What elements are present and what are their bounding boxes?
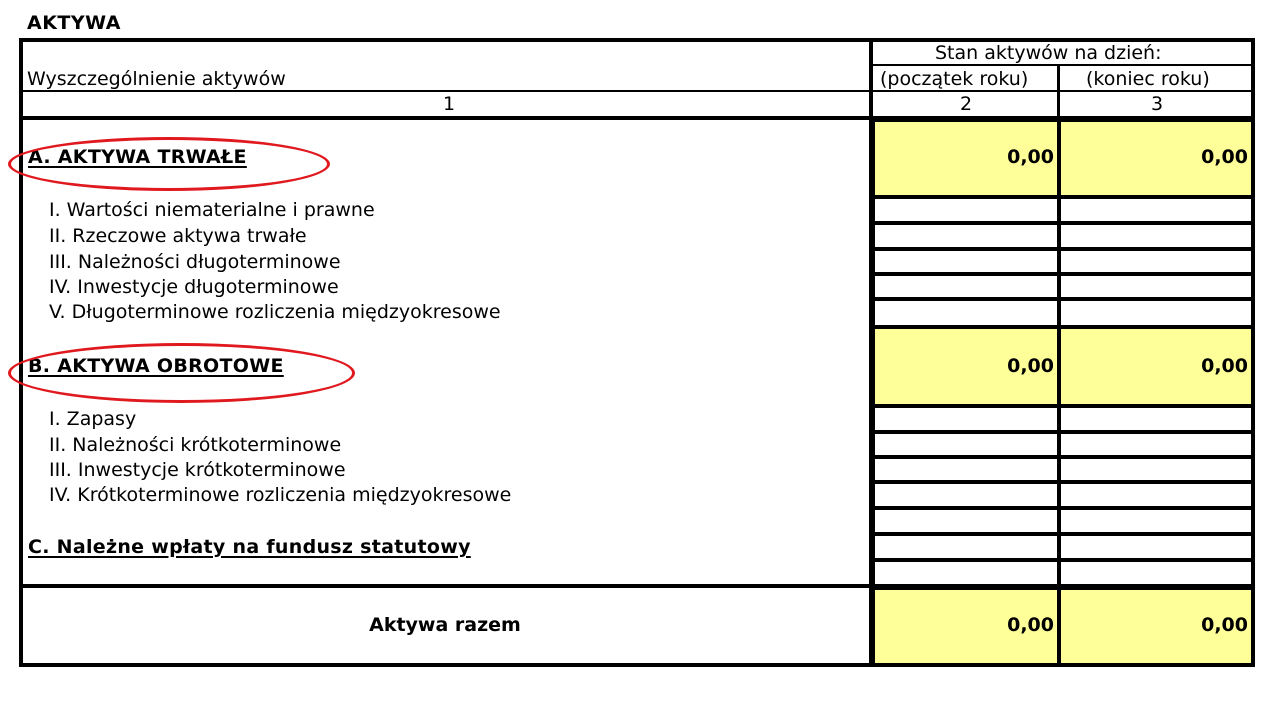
input-cell-a4-end[interactable] [1059,274,1253,299]
header-line-state [871,64,1253,66]
input-cell-a2-start[interactable] [873,223,1059,249]
total-label: Aktywa razem [369,614,521,636]
input-cell-a2-end[interactable] [1059,223,1253,249]
state-date-header: Stan aktywów na dzień: [935,42,1162,64]
section-a-item: V. Długoterminowe rozliczenia międzyokresowe [49,301,501,323]
section-c-start-cell[interactable] [873,534,1059,560]
input-cell-b1-end[interactable] [1059,406,1253,432]
section-b-start-value: 0,00 [1007,355,1054,377]
section-a-item: II. Rzeczowe aktywa trwałe [49,225,307,247]
section-b-item: I. Zapasy [49,408,137,430]
input-cell-b5-start[interactable] [873,508,1059,534]
header-line-labels [21,90,1253,92]
page-title: AKTYWA [27,12,121,34]
section-b-item: III. Inwestycje krótkoterminowe [49,459,346,481]
section-b-item: IV. Krótkoterminowe rozliczenia międzyokresowe [49,484,512,506]
col2-header: (początek roku) [880,68,1029,90]
input-cell-a4-start[interactable] [873,274,1059,299]
input-cell-c2-end[interactable] [1059,560,1253,586]
input-cell-b2-end[interactable] [1059,432,1253,457]
input-cell-b3-end[interactable] [1059,457,1253,482]
input-cell-a5-end[interactable] [1059,299,1253,327]
input-cell-b3-start[interactable] [873,457,1059,482]
section-b-label: B. AKTYWA OBROTOWE [28,355,284,377]
total-start-value: 0,00 [1007,614,1054,636]
section-b-item: II. Należności krótkoterminowe [49,434,342,456]
input-cell-c2-start[interactable] [873,560,1059,586]
input-cell-a5-start[interactable] [873,299,1059,327]
input-cell-b2-start[interactable] [873,432,1059,457]
section-b-end-value: 0,00 [1201,355,1248,377]
input-cell-a1-start[interactable] [873,197,1059,223]
input-cell-b4-start[interactable] [873,482,1059,508]
section-a-item: IV. Inwestycje długoterminowe [49,276,339,298]
input-cell-b5-end[interactable] [1059,508,1253,534]
column-divider-2-header [1057,64,1060,120]
section-a-item: I. Wartości niematerialne i prawne [49,199,375,221]
section-a-end-value: 0,00 [1201,146,1248,168]
input-cell-b1-start[interactable] [873,406,1059,432]
section-c-end-cell[interactable] [1059,534,1253,560]
col3-number: 3 [1151,93,1164,115]
annotation-ellipse-a [8,137,330,191]
annotation-ellipse-b [8,343,355,403]
section-a-label: A. AKTYWA TRWAŁE [28,146,247,168]
input-cell-b4-end[interactable] [1059,482,1253,508]
col3-header: (koniec roku) [1086,68,1210,90]
input-cell-a3-end[interactable] [1059,249,1253,274]
col2-number: 2 [960,93,973,115]
section-a-item: III. Należności długoterminowe [49,251,341,273]
section-c-label: C. Należne wpłaty na fundusz statutowy [28,536,471,558]
col1-number: 1 [443,93,456,115]
section-a-start-value: 0,00 [1007,146,1054,168]
col1-header: Wyszczególnienie aktywów [27,68,286,90]
input-cell-a3-start[interactable] [873,249,1059,274]
input-cell-a1-end[interactable] [1059,197,1253,223]
total-end-value: 0,00 [1201,614,1248,636]
